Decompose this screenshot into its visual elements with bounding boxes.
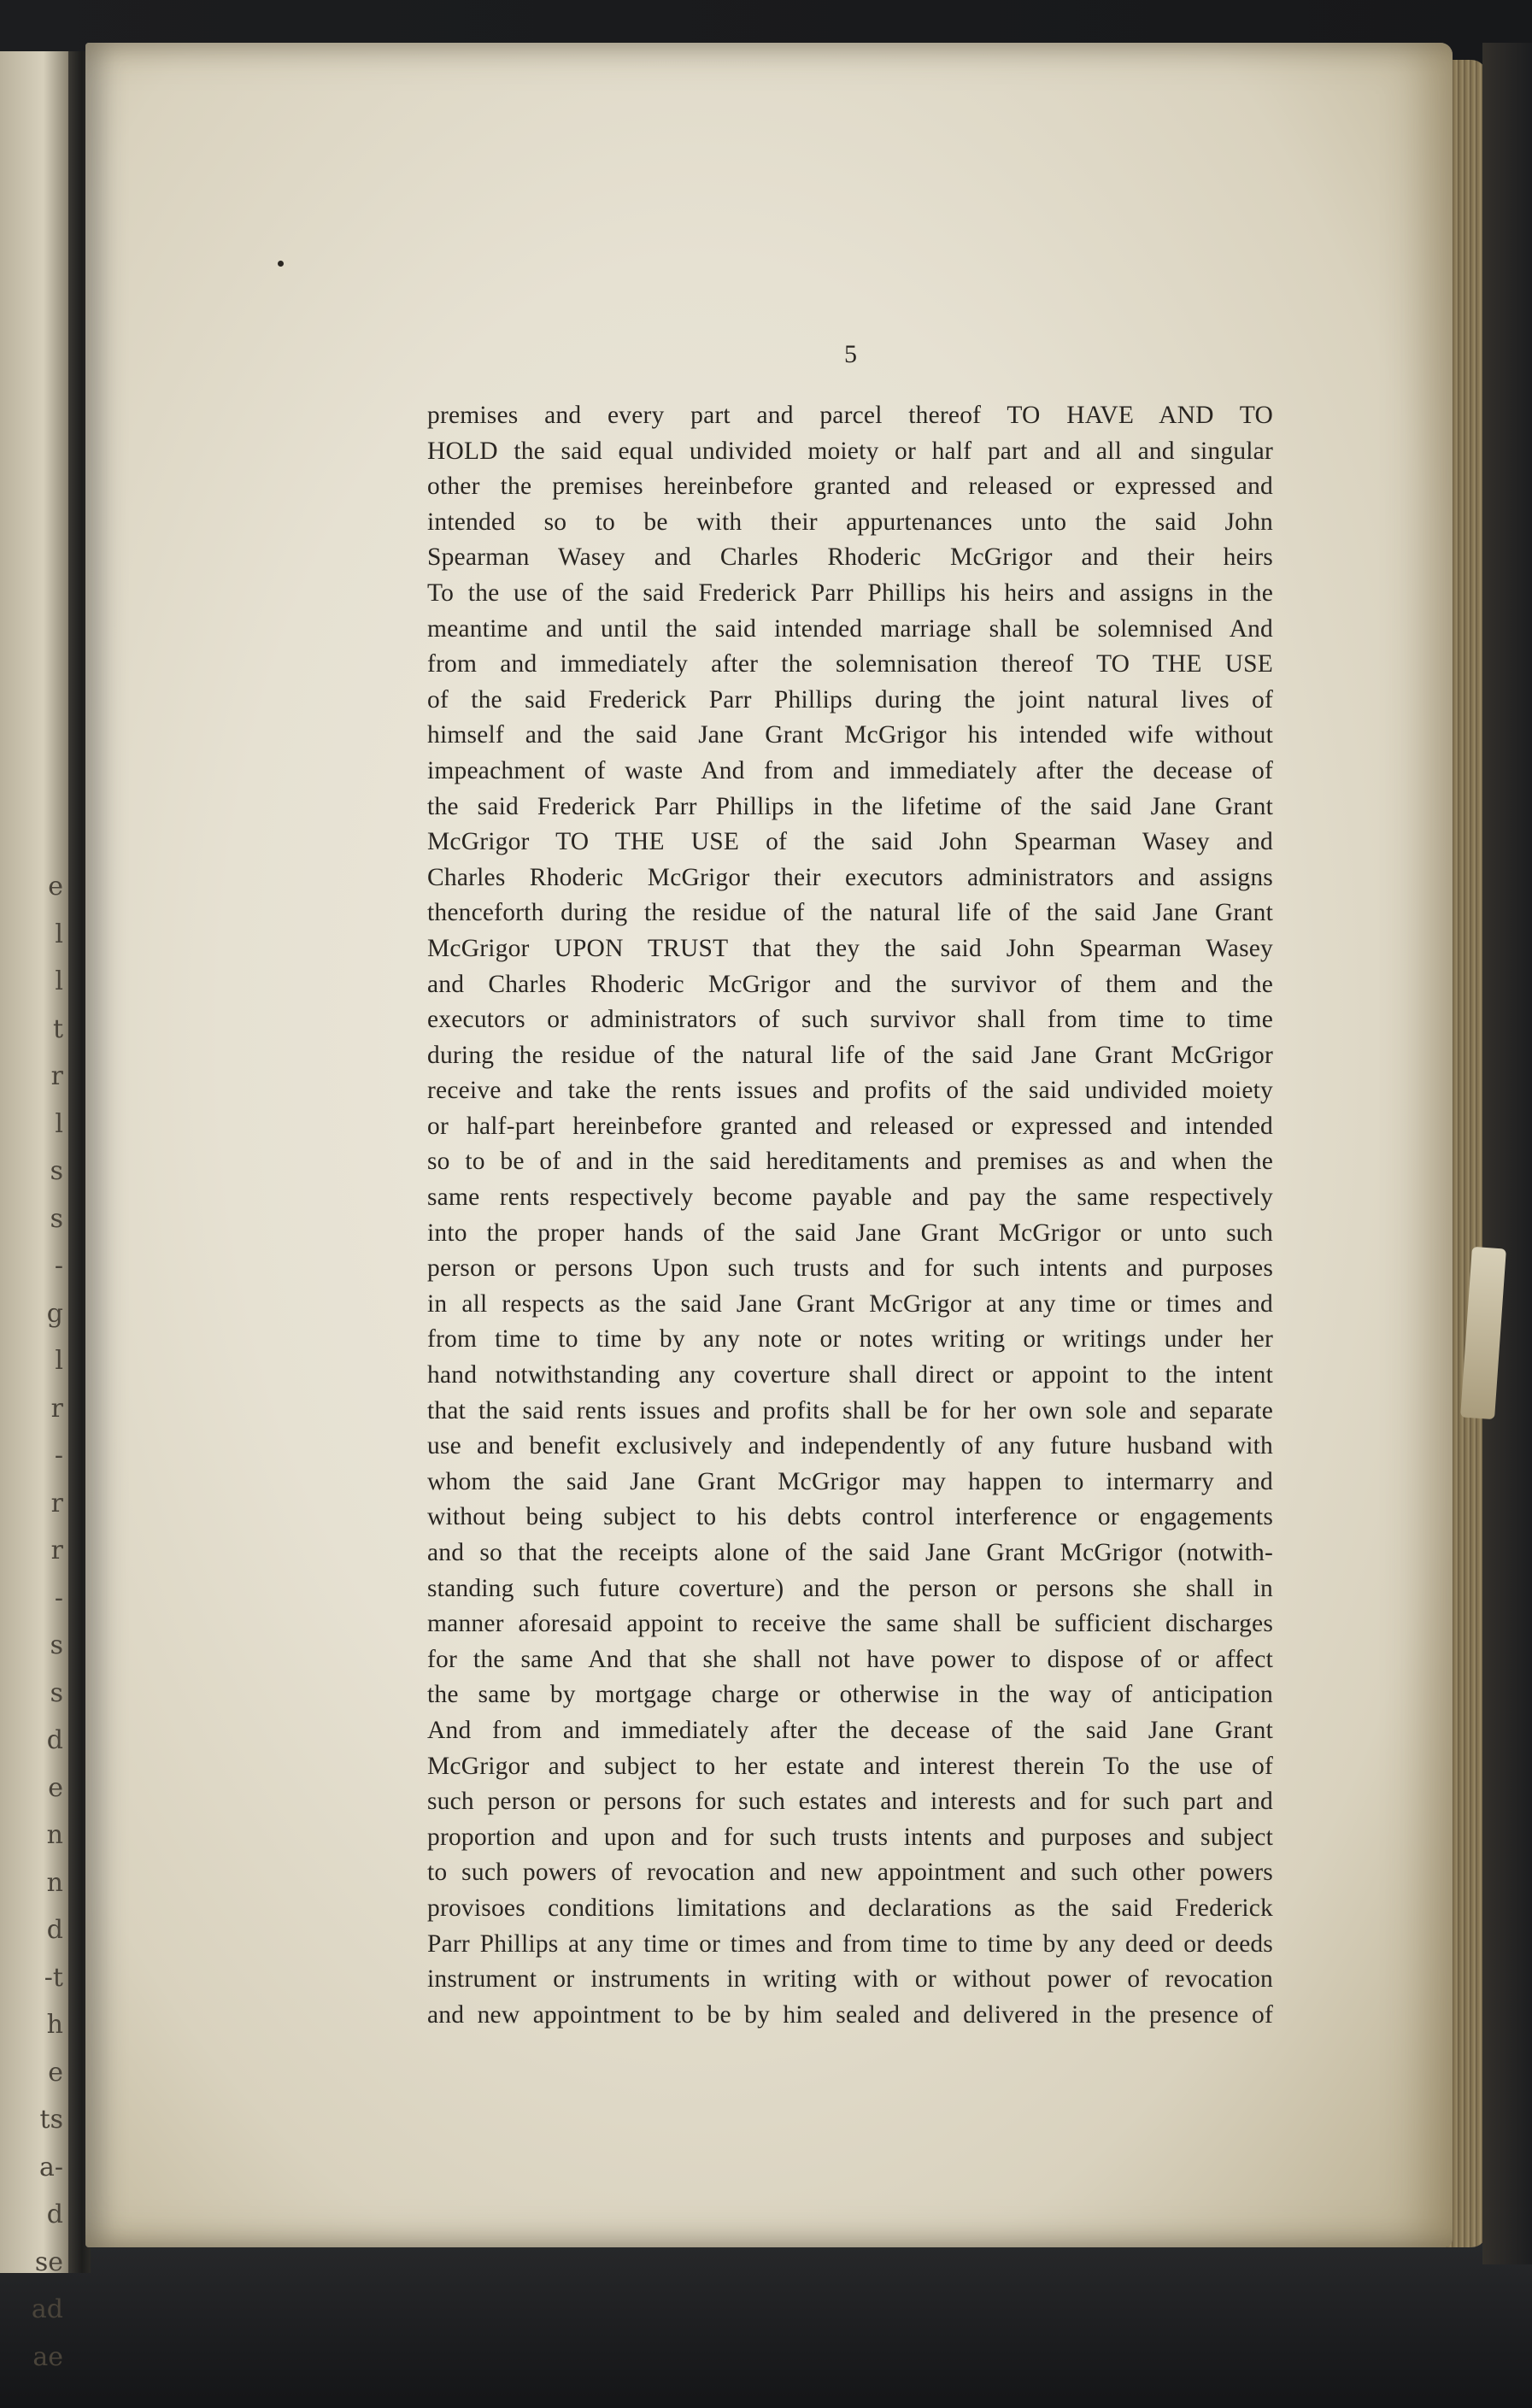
facing-page-text-fragments [0, 0, 67, 2408]
text-line: HOLD the said equal undivided moiety or half part and all and singular [427, 437, 1273, 465]
margin-fragment: s [50, 1156, 63, 1186]
text-line: the said Frederick Parr Phillips in the lifetime of the said Jane Grant [427, 792, 1273, 820]
margin-fragment: t [52, 1013, 63, 1044]
text-line: during the residue of the natural life of the said Jane Grant McGrigor [427, 1041, 1273, 1069]
margin-fragment: s [50, 1630, 63, 1660]
text-line: from time to time by any note or notes writing or writings under her [427, 1325, 1273, 1354]
margin-fragment: s [50, 1677, 63, 1708]
text-line: whom the said Jane Grant McGrigor may happen to intermarry and [427, 1467, 1273, 1495]
ink-speck [278, 261, 284, 267]
text-line: And from and immediately after the decease of the said Jane Grant [427, 1716, 1273, 1744]
text-line: or half-part hereinbefore granted and released or expressed and intended [427, 1112, 1273, 1140]
margin-fragment: h [46, 2010, 63, 2040]
text-line: and new appointment to be by him sealed and delivered in the presence of [427, 2000, 1273, 2029]
text-line: meantime and until the said intended marriage shall be solemnised And [427, 614, 1273, 643]
text-line: of the said Frederick Parr Phillips during the joint natural lives of [427, 685, 1273, 714]
margin-fragment: e [48, 1772, 63, 1803]
text-line: same rents respectively become payable and pay the same respectively [427, 1183, 1273, 1212]
text-line: thenceforth during the residue of the natural life of the said Jane Grant [427, 899, 1273, 927]
margin-fragment: - [54, 1441, 63, 1471]
text-line: that the said rents issues and profits shall be for her own sole and separate [427, 1396, 1273, 1424]
text-line: so to be of and in the said hereditaments and premises as and when the [427, 1148, 1273, 1176]
margin-fragment: ae [32, 2341, 63, 2372]
margin-fragment: a- [38, 2152, 63, 2182]
text-line: Spearman Wasey and Charles Rhoderic McGrigor and their heirs [427, 543, 1273, 572]
text-line: executors or administrators of such survivor shall from time to time [427, 1006, 1273, 1034]
text-line: proportion and upon and for such trusts intents and purposes and subject [427, 1823, 1273, 1851]
margin-fragment: ad [31, 2294, 63, 2324]
text-line: To the use of the said Frederick Parr Phillips his heirs and assigns in the [427, 579, 1273, 607]
text-line: impeachment of waste And from and immediately after the decease of [427, 756, 1273, 784]
margin-fragment: - [54, 1583, 63, 1613]
margin-fragment: r [50, 1393, 63, 1424]
text-line: from and immediately after the solemnisation thereof TO THE USE [427, 650, 1273, 678]
text-line: person or persons Upon such trusts and for such intents and purposes [427, 1254, 1273, 1283]
text-line: intended so to be with their appurtenances unto the said John [427, 508, 1273, 536]
margin-fragment: se [34, 2246, 63, 2277]
text-line: such person or persons for such estates and interests and for such part and [427, 1788, 1273, 1816]
text-line: standing such future coverture) and the person or persons she shall in [427, 1574, 1273, 1602]
margin-fragment: n [46, 1867, 63, 1898]
text-line: McGrigor UPON TRUST that they the said John Spearman Wasey [427, 934, 1273, 962]
page-number: 5 [844, 340, 857, 368]
margin-fragment: l [55, 1108, 63, 1139]
margin-fragment: n [46, 1820, 63, 1850]
margin-fragment: r [50, 1536, 63, 1565]
margin-fragment: d [46, 2200, 63, 2229]
margin-fragment: d [46, 1725, 63, 1755]
text-line: in all respects as the said Jane Grant McGrigor at any time or times and [427, 1289, 1273, 1318]
text-line: into the proper hands of the said Jane Grant McGrigor or unto such [427, 1219, 1273, 1247]
margin-fragment: l [55, 966, 63, 996]
text-line: manner aforesaid appoint to receive the same shall be sufficient discharges [427, 1610, 1273, 1638]
body-text [427, 398, 1273, 2033]
text-line: Charles Rhoderic McGrigor their executors administrators and assigns [427, 863, 1273, 891]
text-line: and so that the receipts alone of the said Jane Grant McGrigor (notwith- [427, 1539, 1273, 1566]
text-line: the same by mortgage charge or otherwise in the way of anticipation [427, 1681, 1273, 1709]
text-line: hand notwithstanding any coverture shall direct or appoint to the intent [427, 1361, 1273, 1389]
margin-fragment: - [54, 1251, 63, 1281]
text-line: receive and take the rents issues and profits of the said undivided moiety [427, 1077, 1273, 1105]
margin-fragment: -t [44, 1962, 63, 1993]
margin-fragment: l [55, 1346, 63, 1376]
margin-fragment: g [46, 1298, 63, 1329]
margin-fragment: d [46, 1915, 63, 1945]
margin-fragment: ts [39, 2105, 63, 2135]
text-line: instrument or instruments in writing with or without power of revocation [427, 1965, 1273, 1994]
text-line: Parr Phillips at any time or times and from time to time by any deed or deeds [427, 1929, 1273, 1958]
margin-fragment: l [55, 919, 63, 949]
text-line: provisoes conditions limitations and declarations as the said Frederick [427, 1894, 1273, 1922]
margin-fragment: r [50, 1488, 63, 1518]
text-line: without being subject to his debts control interference or engagements [427, 1503, 1273, 1531]
text-line: McGrigor TO THE USE of the said John Spearman Wasey and [427, 828, 1273, 856]
text-line: use and benefit exclusively and independently of any future husband with [427, 1432, 1273, 1460]
cover-edge [1482, 43, 1532, 2264]
text-line: McGrigor and subject to her estate and interest therein To the use of [427, 1752, 1273, 1780]
text-line: for the same And that she shall not have power to dispose of or affect [427, 1645, 1273, 1673]
book-cover [0, 2220, 1532, 2408]
text-line: to such powers of revocation and new appointment and such other powers [427, 1859, 1273, 1887]
margin-fragment: s [50, 1203, 63, 1234]
text-line: and Charles Rhoderic McGrigor and the survivor of them and the [427, 970, 1273, 998]
text-line: premises and every part and parcel thereof TO HAVE AND TO [427, 402, 1273, 429]
margin-fragment: r [50, 1061, 63, 1091]
text-line: himself and the said Jane Grant McGrigor his intended wife without [427, 721, 1273, 749]
margin-fragment: e [48, 872, 63, 902]
margin-fragment: e [48, 2057, 63, 2088]
text-line: other the premises hereinbefore granted and released or expressed and [427, 473, 1273, 501]
